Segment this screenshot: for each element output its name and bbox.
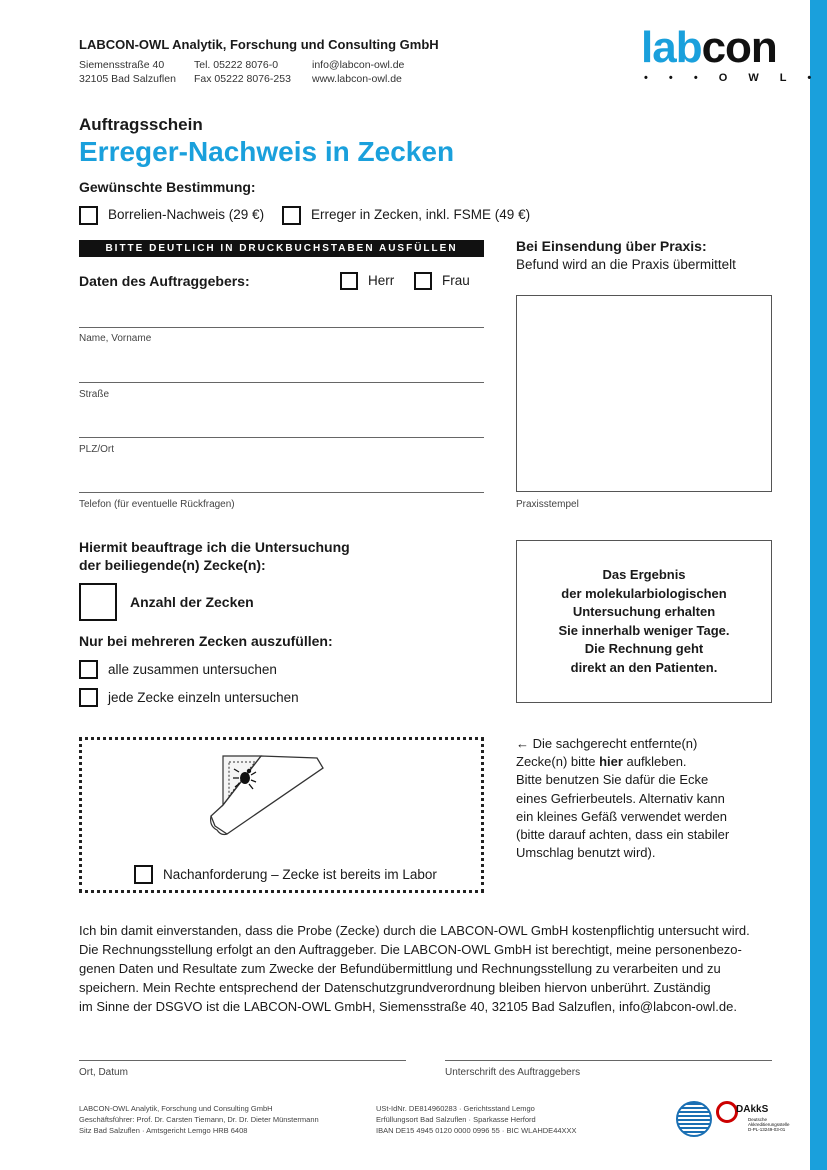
fax: Fax 05222 8076-253: [194, 73, 291, 85]
street-field-label: Straße: [79, 389, 110, 400]
instr-line: [516, 753, 766, 771]
name-field[interactable]: [79, 327, 484, 328]
nachanforderung-checkbox[interactable]: [134, 865, 153, 884]
signature-field[interactable]: [445, 1060, 772, 1061]
certification-seal-icon: [676, 1101, 712, 1137]
consent-line: im Sinne der DSGVO ist die LABCON-OWL GmbH, Siemensstraße 40, 32105 Bad Salzuflen, info@labcon-owl.de.: [79, 999, 737, 1014]
city-field[interactable]: [79, 437, 484, 438]
logo-part-con: con: [701, 23, 777, 72]
footer-line: Geschäftsführer: Prof. Dr. Carsten Tiemann, Dr. Dr. Dieter Münstermann: [79, 1115, 319, 1124]
result-line: Das Ergebnis: [602, 567, 686, 582]
phone-field-label: Telefon (für eventuelle Rückfragen): [79, 499, 235, 510]
fsme-checkbox[interactable]: [282, 206, 301, 225]
print-instruction-banner: BITTE DEUTLICH IN DRUCKBUCHSTABEN AUSFÜLLEN: [79, 240, 484, 257]
dakks-sub-line: Akkreditierungsstelle: [748, 1122, 790, 1127]
address-city: 32105 Bad Salzuflen: [79, 73, 176, 85]
tick-count-box[interactable]: [79, 583, 117, 621]
consent-line: Ich bin damit einverstanden, dass die Probe (Zecke) durch die LABCON-OWL GmbH kostenpflichtig untersucht wird.: [79, 923, 750, 938]
result-line: Untersuchung erhalten: [572, 604, 716, 619]
order-heading-line1: Hiermit beauftrage ich die Untersuchung: [79, 539, 350, 555]
instr-line: Bitte benutzen Sie dafür die Ecke: [516, 772, 709, 788]
tick-count-label: Anzahl der Zecken: [130, 594, 254, 610]
consent-line: Die Rechnungsstellung erfolgt an den Auftraggeber. Die LABCON-OWL GmbH ist berechtigt, meine personenbezo-: [79, 942, 742, 957]
phone-block: [194, 58, 291, 86]
result-line: Die Rechnung geht: [584, 641, 704, 656]
nachanforderung-label: Nachanforderung – Zecke ist bereits im Labor: [163, 867, 437, 882]
company-name: LABCON-OWL Analytik, Forschung und Consulting GmbH: [79, 37, 439, 52]
contact-block: [312, 58, 404, 86]
result-line: der molekularbiologischen: [561, 585, 727, 601]
bestimmung-heading: Gewünschte Bestimmung:: [79, 179, 256, 195]
footer-company-info: [79, 1103, 319, 1136]
instr-text: aufkleben.: [622, 754, 687, 770]
footer-line: LABCON-OWL Analytik, Forschung und Consulting GmbH: [79, 1104, 273, 1113]
borrelien-checkbox[interactable]: [79, 206, 98, 225]
footer-line: USt-IdNr. DE814960283 · Gerichtsstand Lemgo: [376, 1104, 535, 1113]
signature-label: Unterschrift des Auftraggebers: [445, 1067, 581, 1078]
dakks-sub-line: Deutsche: [748, 1117, 768, 1122]
result-info-box: [516, 540, 772, 703]
footer-bank-info: [376, 1103, 577, 1136]
frau-checkbox[interactable]: [414, 272, 432, 290]
logo-subtitle: • • • O W L •: [644, 72, 821, 84]
herr-label: Herr: [368, 273, 395, 288]
praxis-text: Befund wird an die Praxis übermittelt: [516, 257, 736, 272]
place-date-field[interactable]: [79, 1060, 406, 1061]
instr-line: ein kleines Gefäß verwendet werden: [516, 808, 728, 824]
footer-line: Sitz Bad Salzuflen · Amtsgericht Lemgo HRB 6408: [79, 1126, 248, 1135]
labcon-logo: [641, 23, 777, 72]
dakks-logo: [716, 1101, 790, 1139]
praxis-stamp-box[interactable]: [516, 295, 772, 492]
together-label: alle zusammen untersuchen: [108, 662, 277, 677]
order-heading: [79, 538, 350, 574]
footer-line: IBAN DE15 4945 0120 0000 0996 55 · BIC WLAHDE44XXX: [376, 1126, 577, 1135]
street-field[interactable]: [79, 382, 484, 383]
email: info@labcon-owl.de: [312, 59, 405, 71]
result-text: [559, 566, 730, 677]
sticker-instructions: [516, 735, 766, 862]
address-block: [79, 58, 176, 86]
instr-line: eines Gefrierbeutels. Alternativ kann: [516, 790, 725, 806]
instr-text: Zecke(n) bitte: [516, 754, 600, 770]
together-checkbox[interactable]: [79, 660, 98, 679]
phone: Tel. 05222 8076-0: [194, 59, 279, 71]
consent-text: [79, 921, 772, 1016]
instr-line: Umschlag benutzt wird).: [516, 845, 656, 861]
side-accent-bar: [810, 0, 827, 1170]
city-field-label: PLZ/Ort: [79, 444, 115, 455]
fsme-label: Erreger in Zecken, inkl. FSME (49 €): [311, 207, 531, 222]
praxis-stamp-label: Praxisstempel: [516, 499, 579, 510]
dakks-name: DAkkS: [736, 1104, 769, 1115]
client-heading: Daten des Auftraggebers:: [79, 273, 250, 289]
instr-line: (bitte darauf achten, dass ein stabiler: [516, 827, 730, 843]
dakks-ring-icon: [716, 1101, 738, 1123]
logo-part-lab: lab: [641, 23, 702, 72]
form-label: Auftragsschein: [79, 115, 203, 134]
dakks-subtitle: [748, 1117, 790, 1132]
place-date-label: Ort, Datum: [79, 1067, 128, 1078]
page-title: Erreger-Nachweis in Zecken: [79, 136, 455, 167]
name-field-label: Name, Vorname: [79, 333, 152, 344]
borrelien-label: Borrelien-Nachweis (29 €): [108, 207, 265, 222]
individual-label: jede Zecke einzeln untersuchen: [108, 690, 299, 705]
consent-line: genen Daten und Resultate zum Zwecke der Befundübermittlung und Rechnungsstellung zu verarbeiten und zu: [79, 961, 721, 976]
order-heading-line2: der beiliegende(n) Zecke(n):: [79, 557, 266, 573]
individual-checkbox[interactable]: [79, 688, 98, 707]
frau-label: Frau: [442, 273, 470, 288]
instr-line: ← Die sachgerecht entfernte(n): [516, 736, 698, 751]
consent-line: speichern. Mein Rechte entsprechend der Datenschutzgrundverordnung bleiben hiervon unberührt. Zuständig: [79, 980, 711, 995]
dakks-reg: D-PL-13249-03-01: [748, 1127, 786, 1132]
website: www.labcon-owl.de: [312, 73, 402, 85]
result-line: Sie innerhalb weniger Tage.: [558, 622, 730, 638]
result-line: direkt an den Patienten.: [570, 659, 718, 675]
address-street: Siemensstraße 40: [79, 59, 165, 71]
herr-checkbox[interactable]: [340, 272, 358, 290]
phone-field[interactable]: [79, 492, 484, 493]
multi-heading: Nur bei mehreren Zecken auszufüllen:: [79, 633, 333, 649]
freezer-bag-illustration-icon: [205, 750, 335, 870]
praxis-heading: Bei Einsendung über Praxis:: [516, 238, 707, 254]
footer-line: Erfüllungsort Bad Salzuflen · Sparkasse Herford: [376, 1115, 536, 1124]
instr-emphasis: hier: [599, 754, 623, 770]
